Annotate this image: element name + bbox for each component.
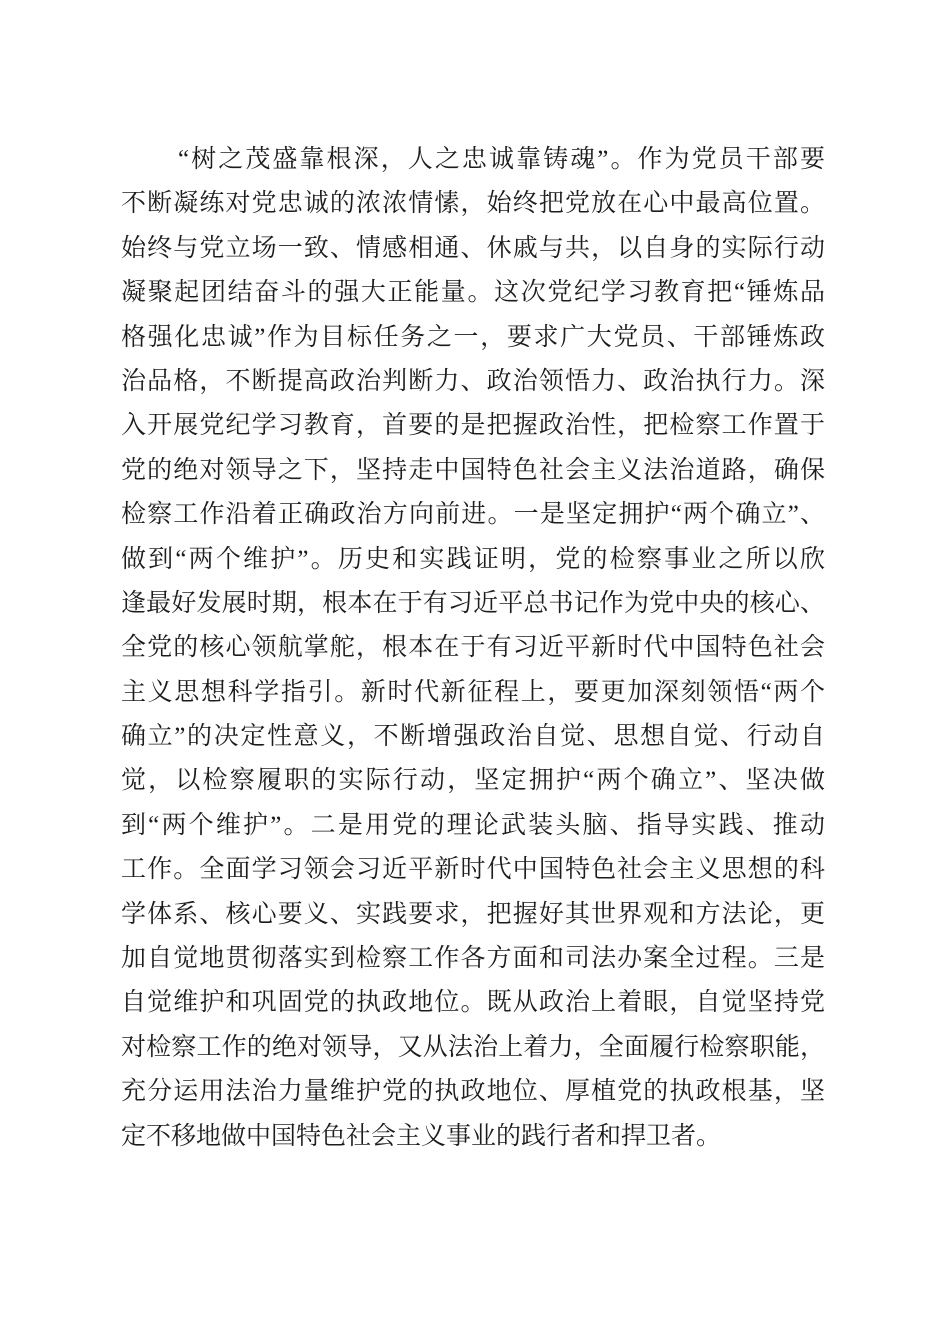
text-line: 全党的核心领航掌舵，根本在于有习近平新时代中国特色社会 [121, 634, 825, 662]
text-line: 始终与党立场一致、情感相通、休戚与共，以自身的实际行动 [121, 234, 825, 262]
text-line: 学体系、核心要义、实践要求，把握好其世界观和方法论，更 [121, 900, 825, 928]
text-line: 自觉维护和巩固党的执政地位。既从政治上着眼，自觉坚持党 [121, 989, 825, 1017]
text-line: 逢最好发展时期，根本在于有习近平总书记作为党中央的核心、 [121, 589, 825, 617]
text-line: 凝聚起团结奋斗的强大正能量。这次党纪学习教育把“锤炼品 [121, 279, 825, 307]
text-line: 主义思想科学指引。新时代新征程上，要更加深刻领悟“两个 [121, 678, 825, 706]
text-line: 充分运用法治力量维护党的执政地位、厚植党的执政根基，坚 [121, 1078, 825, 1106]
text-line: 觉，以检察履职的实际行动，坚定拥护“两个确立”、坚决做 [121, 767, 825, 795]
text-line: 做到“两个维护”。历史和实践证明，党的检察事业之所以欣 [121, 545, 825, 573]
text-line: 加自觉地贯彻落实到检察工作各方面和司法办案全过程。三是 [121, 945, 825, 973]
body-paragraph [121, 138, 825, 1159]
text-line: 不断凝练对党忠诚的浓浓情愫，始终把党放在心中最高位置。 [121, 190, 825, 218]
text-line: 格强化忠诚”作为目标任务之一，要求广大党员、干部锤炼政 [121, 323, 825, 351]
text-line: 到“两个维护”。二是用党的理论武装头脑、指导实践、推动 [121, 811, 825, 839]
text-line: 检察工作沿着正确政治方向前进。一是坚定拥护“两个确立”、 [121, 501, 825, 529]
text-line: 党的绝对领导之下，坚持走中国特色社会主义法治道路，确保 [121, 456, 825, 484]
text-line: 入开展党纪学习教育，首要的是把握政治性，把检察工作置于 [121, 412, 825, 440]
text-line: 定不移地做中国特色社会主义事业的践行者和捍卫者。 [121, 1122, 722, 1150]
text-line: 工作。全面学习领会习近平新时代中国特色社会主义思想的科 [121, 856, 825, 884]
text-line: 对检察工作的绝对领导，又从法治上着力，全面履行检察职能， [121, 1033, 825, 1061]
text-line: “树之茂盛靠根深，人之忠诚靠铸魂”。作为党员干部要 [178, 146, 825, 173]
text-line: 确立”的决定性意义，不断增强政治自觉、思想自觉、行动自 [121, 723, 825, 751]
text-line: 治品格，不断提高政治判断力、政治领悟力、政治执行力。深 [121, 367, 825, 395]
